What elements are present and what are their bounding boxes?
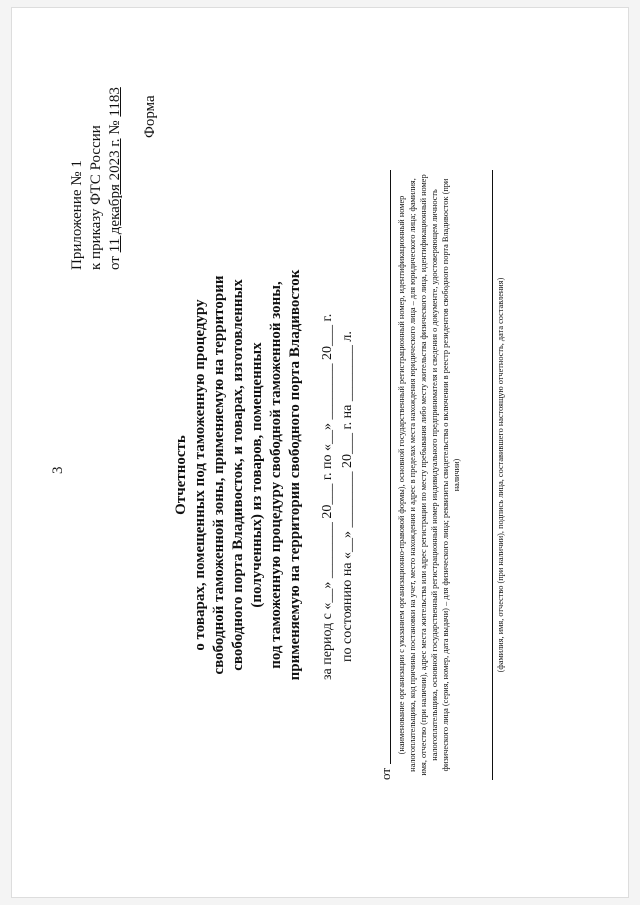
from-row [378,170,394,780]
period-line1: за период с «__» ________ 20___ г. по «__» ________ 20___ г. [320,313,335,680]
appendix-from: от [107,256,123,270]
signature-line[interactable] [492,170,493,780]
appendix-line2: к приказу ФТС России [88,125,104,270]
title-heading: Отчетность [173,435,189,515]
signature-section [492,170,506,780]
from-line[interactable] [390,170,391,764]
appendix-block [68,87,125,270]
appendix-line1: Приложение № 1 [69,160,85,270]
from-label: от [378,767,393,780]
appendix-line3 [106,87,125,270]
title-line5: под таможенную процедуру свободной таможенной зоны, [268,281,284,669]
title-line4: (полученных) из товаров, помещенных [249,342,265,608]
title-line3: свободного порта Владивосток, и товарах, изготовленных [230,279,246,671]
title-line1: о товарах, помещенных под таможенную процедуру [192,299,208,651]
order-date: 11 декабря 2023 г. [107,138,123,253]
number-sign: № [107,120,123,135]
period-line2: по состоянию на «__» ________ 20___ г. на ________ л. [340,331,355,662]
title-line2: свободной таможенной зоны, применяемую на территории [211,275,227,675]
report-title [172,260,305,690]
period-block [318,240,358,680]
document-page [12,8,628,897]
title-line6: применяемую на территории свободного порта Владивосток [287,269,303,681]
page-number: 3 [50,466,66,474]
form-label: Форма [142,95,158,138]
from-section [378,170,462,780]
rotated-content [32,30,632,890]
from-hint: (наименование организации с указанием организационно-правовой формы), основной государственный регистрационный номер, идентификационный номер налогоплательщика, код причины постановки на учет, место нахождения и адрес в пределах места нахождения юридического лица – для юридического лица; фамилия, имя, отчество (при наличии), адрес места жительства или адрес регистрации по месту пребывания либо месту жительства физического лица, идентификационный номер налогоплательщика, основной государственный регистрационный номер индивидуального предпринимателя и сведения о документе, удостоверяющем личность физического лица (серия, номер, дата выдачи) – для физического лица; реквизиты свидетельства о включении в реестр резидентов свободного порта Владивосток (при наличии) [397,174,461,776]
signature-hint: (фамилия, имя, отчество (при наличии), подпись лица, составившего настоящую отчетность, дата составления) [496,277,505,673]
order-number: 1183 [107,87,123,117]
